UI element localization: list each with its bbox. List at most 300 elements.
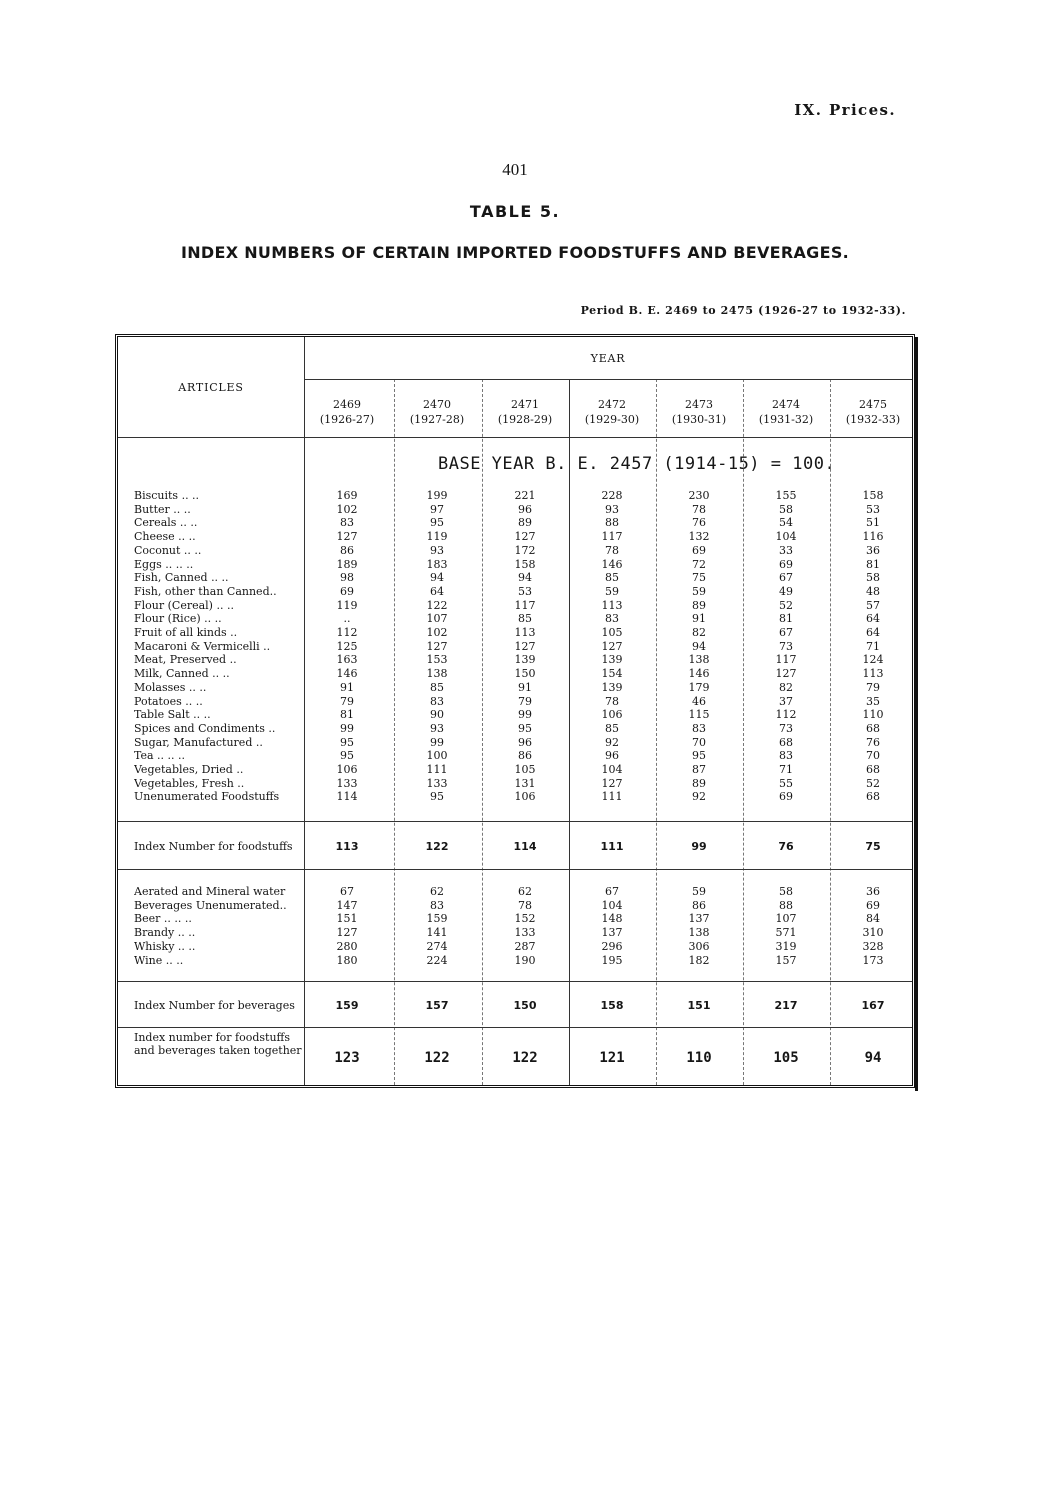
combined-index-value: 105 [773,1050,799,1066]
index-value: 167 [861,999,885,1012]
year-header: YEAR [590,352,626,365]
year-be: 2473 [685,398,713,411]
value-cell: 76 [692,516,706,530]
value-cell: 112 [336,626,358,639]
beverage-row [118,912,912,925]
value-cell: 113 [514,626,536,639]
value-cell: .. [343,612,351,626]
foodstuff-row [118,503,912,516]
article-label: Table Salt .. .. [134,708,211,722]
value-cell: 107 [775,912,797,926]
value-cell: 35 [866,694,880,708]
article-label: Flour (Cereal) .. .. [134,598,234,612]
year-column-header [743,397,829,427]
value-cell: 83 [779,749,793,763]
value-cell: 571 [775,926,797,940]
value-cell: 89 [692,776,706,790]
table-title: INDEX NUMBERS OF CERTAIN IMPORTED FOODSTUFFS AND BEVERAGES. [180,243,850,262]
row-rule [118,869,912,870]
value-cell: 182 [688,953,710,967]
row-rule [118,437,912,438]
value-cell: 310 [862,926,884,940]
value-cell: 280 [336,939,358,953]
index-value: 111 [600,840,624,853]
article-label: Beverages Unenumerated.. [134,898,287,912]
value-cell: 119 [426,530,448,544]
value-cell: 111 [426,763,448,776]
year-column-header [830,397,916,427]
value-cell: 69 [340,584,354,598]
article-label: Biscuits .. .. [134,489,200,502]
foodstuff-row [118,790,912,803]
value-cell: 104 [601,898,623,912]
value-cell: 228 [601,489,623,502]
value-cell: 81 [340,708,354,722]
value-cell: 124 [862,653,884,667]
value-cell: 138 [688,653,710,667]
table-number: TABLE 5. [469,202,561,221]
foodstuff-row [118,749,912,762]
beverage-row [118,926,912,939]
value-cell: 70 [692,735,706,749]
year-ad: (1926-27) [319,413,375,426]
value-cell: 133 [426,776,448,790]
value-cell: 138 [688,926,710,940]
value-cell: 49 [779,584,793,598]
value-cell: 139 [601,653,623,667]
value-cell: 53 [866,502,880,516]
value-cell: 85 [605,571,619,585]
value-cell: 68 [866,790,880,804]
value-cell: 163 [336,653,358,667]
combined-label-line: and beverages taken together [134,1044,302,1057]
value-cell: 158 [514,557,536,571]
value-cell: 85 [430,680,444,694]
article-label: Potatoes .. .. [134,694,203,708]
value-cell: 114 [336,790,358,804]
value-cell: 95 [692,749,706,763]
year-ad: (1930-31) [671,413,727,426]
value-cell: 107 [426,612,448,626]
value-cell: 131 [514,776,536,790]
value-cell: 113 [862,667,884,681]
foodstuff-row [118,489,912,502]
article-label: Brandy .. .. [134,926,196,940]
value-cell: 155 [775,489,797,502]
value-cell: 57 [866,598,880,612]
value-cell: 76 [866,735,880,749]
combined-index-value: 122 [512,1050,538,1066]
value-cell: 68 [866,763,880,776]
foodstuff-row [118,763,912,776]
combined-label-line: Index number for foodstuffs [134,1031,291,1044]
value-cell: 127 [426,639,448,653]
value-cell: 78 [605,694,619,708]
value-cell: 127 [336,530,358,544]
value-cell: 119 [336,598,358,612]
index-value: 157 [425,999,449,1012]
articles-header: ARTICLES [178,381,244,394]
value-cell: 54 [779,516,793,530]
value-cell: 153 [426,653,448,667]
article-label: Beer .. .. .. [134,912,192,926]
value-cell: 151 [336,912,358,926]
value-cell: 148 [601,912,623,926]
combined-index-value: 123 [334,1050,360,1066]
value-cell: 67 [605,885,619,898]
value-cell: 115 [688,708,710,722]
index-table [115,334,915,1088]
value-cell: 89 [518,516,532,530]
year-ad: (1932-33) [845,413,901,426]
index-value: 99 [691,840,707,853]
row-rule [118,821,912,822]
index-value: 150 [513,999,537,1012]
foodstuff-row [118,736,912,749]
value-cell: 67 [779,571,793,585]
value-cell: 97 [430,502,444,516]
value-cell: 88 [779,898,793,912]
value-cell: 95 [340,749,354,763]
year-column-header [394,397,480,427]
article-label: Macaroni & Vermicelli .. [134,639,271,653]
value-cell: 52 [779,598,793,612]
article-label: Aerated and Mineral water [134,885,286,898]
value-cell: 319 [775,939,797,953]
value-cell: 93 [430,543,444,557]
value-cell: 33 [779,543,793,557]
value-cell: 199 [426,489,448,502]
value-cell: 117 [601,530,623,544]
value-cell: 102 [426,626,448,639]
value-cell: 111 [601,790,623,804]
article-label: Unenumerated Foodstuffs [134,790,280,804]
year-be: 2469 [333,398,361,411]
value-cell: 83 [605,612,619,626]
value-cell: 221 [514,489,536,502]
value-cell: 133 [336,776,358,790]
foodstuff-row [118,640,912,653]
value-cell: 84 [866,912,880,926]
value-cell: 113 [601,598,623,612]
article-label: Wine .. .. [134,953,184,967]
year-column-header [482,397,568,427]
foodstuff-row [118,544,912,557]
value-cell: 91 [518,680,532,694]
article-label: Tea .. .. .. [134,749,186,763]
value-cell: 58 [779,502,793,516]
value-cell: 67 [340,885,354,898]
section-heading: IX. Prices. [794,101,896,119]
value-cell: 93 [605,502,619,516]
value-cell: 139 [514,653,536,667]
value-cell: 147 [336,898,358,912]
value-cell: 68 [866,721,880,735]
value-cell: 138 [426,667,448,681]
foodstuff-row [118,653,912,666]
value-cell: 105 [601,626,623,639]
article-label: Milk, Canned .. .. [134,667,230,681]
foodstuff-row [118,777,912,790]
value-cell: 46 [692,694,706,708]
value-cell: 95 [430,516,444,530]
value-cell: 67 [779,626,793,639]
page-number: 401 [502,160,528,179]
article-label: Butter .. .. [134,502,191,516]
beverage-row [118,940,912,953]
value-cell: 99 [518,708,532,722]
value-cell: 69 [779,790,793,804]
value-cell: 102 [336,502,358,516]
combined-index-value: 94 [864,1050,882,1066]
value-cell: 157 [775,953,797,967]
article-label: Vegetables, Fresh .. [134,776,245,790]
value-cell: 117 [514,598,536,612]
value-cell: 82 [692,626,706,639]
value-cell: 73 [779,639,793,653]
index-value: 114 [513,840,537,853]
value-cell: 152 [514,912,536,926]
value-cell: 94 [430,571,444,585]
value-cell: 127 [514,639,536,653]
value-cell: 36 [866,885,880,898]
value-cell: 58 [866,571,880,585]
foodstuff-row [118,626,912,639]
value-cell: 127 [336,926,358,940]
period-note: Period B. E. 2469 to 2475 (1926-27 to 1932-33). [580,304,906,317]
value-cell: 78 [605,543,619,557]
value-cell: 127 [601,639,623,653]
year-column-header [656,397,742,427]
value-cell: 106 [601,708,623,722]
base-year-note: BASE YEAR B. E. 2457 (1914-15) = 100. [438,454,836,474]
foodstuff-row [118,667,912,680]
value-cell: 159 [426,912,448,926]
index-label: Index Number for foodstuffs [134,840,293,853]
value-cell: 91 [692,612,706,626]
value-cell: 94 [692,639,706,653]
year-column-header [569,397,655,427]
article-label: Cereals .. .. [134,516,198,530]
value-cell: 180 [336,953,358,967]
value-cell: 127 [514,530,536,544]
value-cell: 150 [514,667,536,681]
value-cell: 51 [866,516,880,530]
value-cell: 127 [775,667,797,681]
value-cell: 172 [514,543,536,557]
combined-index-value: 121 [599,1050,625,1066]
value-cell: 59 [605,584,619,598]
foodstuff-row [118,516,912,529]
value-cell: 96 [605,749,619,763]
value-cell: 116 [862,530,884,544]
value-cell: 139 [601,680,623,694]
value-cell: 90 [430,708,444,722]
value-cell: 296 [601,939,623,953]
index-value: 122 [425,840,449,853]
row-rule [304,379,912,380]
value-cell: 92 [605,735,619,749]
value-cell: 69 [779,557,793,571]
value-cell: 158 [862,489,884,502]
value-cell: 99 [340,721,354,735]
value-cell: 83 [692,721,706,735]
value-cell: 96 [518,502,532,516]
value-cell: 95 [518,721,532,735]
combined-index-value: 110 [686,1050,712,1066]
year-ad: (1928-29) [497,413,553,426]
value-cell: 112 [775,708,797,722]
foodstuff-row [118,708,912,721]
value-cell: 125 [336,639,358,653]
value-cell: 69 [866,898,880,912]
value-cell: 122 [426,598,448,612]
value-cell: 83 [340,516,354,530]
foodstuff-row [118,558,912,571]
value-cell: 79 [518,694,532,708]
value-cell: 55 [779,776,793,790]
foodstuff-row [118,681,912,694]
value-cell: 52 [866,776,880,790]
value-cell: 190 [514,953,536,967]
value-cell: 287 [514,939,536,953]
value-cell: 81 [866,557,880,571]
value-cell: 274 [426,939,448,953]
value-cell: 72 [692,557,706,571]
article-label: Cheese .. .. [134,530,196,544]
value-cell: 75 [692,571,706,585]
value-cell: 87 [692,763,706,776]
foodstuff-row [118,571,912,584]
index-value: 159 [335,999,359,1012]
value-cell: 146 [688,667,710,681]
value-cell: 86 [340,543,354,557]
value-cell: 69 [692,543,706,557]
value-cell: 79 [340,694,354,708]
value-cell: 146 [336,667,358,681]
foodstuff-row [118,599,912,612]
year-be: 2470 [423,398,451,411]
foodstuff-row [118,612,912,625]
value-cell: 62 [518,885,532,898]
combined-index-label [134,1031,306,1057]
value-cell: 89 [692,598,706,612]
article-label: Fish, Canned .. .. [134,571,229,585]
value-cell: 83 [430,898,444,912]
value-cell: 230 [688,489,710,502]
index-value: 75 [865,840,881,853]
article-label: Whisky .. .. [134,939,196,953]
value-cell: 85 [518,612,532,626]
value-cell: 133 [514,926,536,940]
value-cell: 104 [601,763,623,776]
foodstuff-row [118,585,912,598]
value-cell: 93 [430,721,444,735]
value-cell: 183 [426,557,448,571]
article-label: Spices and Condiments .. [134,721,276,735]
value-cell: 104 [775,530,797,544]
value-cell: 59 [692,885,706,898]
index-value: 217 [774,999,798,1012]
value-cell: 117 [775,653,797,667]
index-value: 158 [600,999,624,1012]
year-ad: (1931-32) [758,413,814,426]
year-ad: (1927-28) [409,413,465,426]
article-label: Eggs .. .. .. [134,557,194,571]
value-cell: 62 [430,885,444,898]
value-cell: 328 [862,939,884,953]
article-label: Coconut .. .. [134,543,202,557]
article-label: Sugar, Manufactured .. [134,735,263,749]
value-cell: 71 [779,763,793,776]
value-cell: 92 [692,790,706,804]
value-cell: 68 [779,735,793,749]
value-cell: 141 [426,926,448,940]
value-cell: 100 [426,749,448,763]
value-cell: 78 [518,898,532,912]
year-be: 2475 [859,398,887,411]
value-cell: 110 [862,708,884,722]
value-cell: 85 [605,721,619,735]
foodstuff-row [118,530,912,543]
article-label: Fish, other than Canned.. [134,584,277,598]
value-cell: 71 [866,639,880,653]
value-cell: 91 [340,680,354,694]
beverage-row [118,885,912,898]
value-cell: 37 [779,694,793,708]
value-cell: 53 [518,584,532,598]
value-cell: 64 [866,626,880,639]
value-cell: 137 [601,926,623,940]
combined-index-value: 122 [424,1050,450,1066]
article-label: Flour (Rice) .. .. [134,612,222,626]
index-value: 151 [687,999,711,1012]
article-label: Molasses .. .. [134,680,207,694]
foodstuff-row [118,695,912,708]
article-label: Fruit of all kinds .. [134,626,238,639]
value-cell: 64 [866,612,880,626]
value-cell: 137 [688,912,710,926]
value-cell: 99 [430,735,444,749]
value-cell: 132 [688,530,710,544]
year-column-header [304,397,390,427]
value-cell: 70 [866,749,880,763]
value-cell: 169 [336,489,358,502]
value-cell: 189 [336,557,358,571]
value-cell: 98 [340,571,354,585]
value-cell: 179 [688,680,710,694]
beverage-row [118,954,912,967]
value-cell: 64 [430,584,444,598]
foodstuff-row [118,722,912,735]
value-cell: 173 [862,953,884,967]
value-cell: 94 [518,571,532,585]
value-cell: 127 [601,776,623,790]
year-be: 2472 [598,398,626,411]
index-value: 113 [335,840,359,853]
value-cell: 78 [692,502,706,516]
value-cell: 146 [601,557,623,571]
value-cell: 195 [601,953,623,967]
year-be: 2471 [511,398,539,411]
value-cell: 105 [514,763,536,776]
beverage-row [118,899,912,912]
value-cell: 58 [779,885,793,898]
value-cell: 95 [430,790,444,804]
article-label: Meat, Preserved .. [134,653,237,667]
article-label: Vegetables, Dried .. [134,763,244,776]
year-be: 2474 [772,398,800,411]
